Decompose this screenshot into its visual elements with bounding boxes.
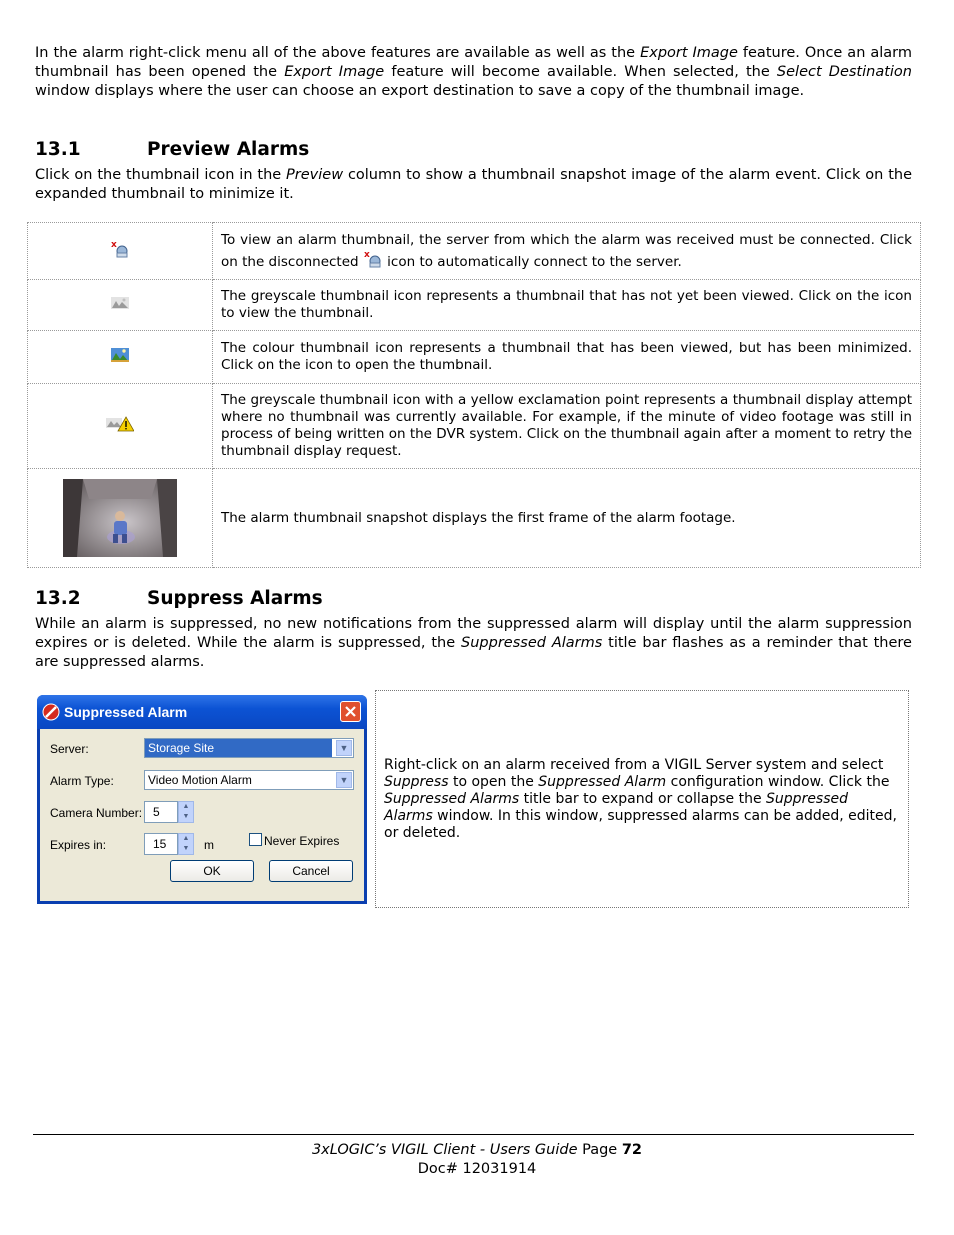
camera-number-input[interactable]: 5 bbox=[144, 801, 178, 823]
server-select[interactable]: Storage Site ▼ bbox=[144, 738, 354, 758]
table-row bbox=[28, 223, 921, 280]
dialog-title-bar bbox=[37, 695, 367, 729]
disconnected-server-icon bbox=[110, 239, 130, 259]
alarm-type-select[interactable]: Video Motion Alarm ▼ bbox=[144, 770, 354, 790]
table-row bbox=[28, 280, 921, 331]
alarm-snapshot-image bbox=[63, 479, 177, 557]
table-cell-text: The greyscale thumbnail icon represents a thumbnail that has not yet been viewed. Click on the icon to view the thumbnail. bbox=[213, 280, 921, 331]
never-expires-checkbox[interactable] bbox=[249, 833, 262, 846]
section-heading-preview-alarms: 13.1 Preview Alarms bbox=[35, 139, 310, 160]
close-button[interactable] bbox=[340, 701, 361, 722]
suppressed-alarm-dialog bbox=[37, 695, 367, 904]
table-cell-icon bbox=[28, 384, 213, 469]
table-cell-text: To view an alarm thumbnail, the server from which the alarm was received must be connected. Click on the disconnected x icon to automatically connect to the server. bbox=[213, 223, 921, 280]
section-heading-suppress-alarms: 13.2 Suppress Alarms bbox=[35, 588, 323, 609]
camera-number-stepper[interactable]: ▲ ▼ bbox=[178, 801, 194, 823]
disconnected-server-icon bbox=[363, 249, 383, 269]
chevron-down-icon[interactable]: ▼ bbox=[336, 772, 352, 788]
svg-text:x: x bbox=[111, 239, 117, 250]
footer-doc-number: Doc# 12031914 bbox=[417, 1161, 537, 1177]
camera-number-label: Camera Number: bbox=[50, 806, 143, 820]
chevron-down-icon[interactable]: ▼ bbox=[336, 740, 352, 756]
server-label: Server: bbox=[50, 742, 89, 756]
table-cell-text: The alarm thumbnail snapshot displays the first frame of the alarm footage. bbox=[213, 469, 921, 568]
table-row bbox=[28, 384, 921, 469]
suppress-alarms-paragraph: While an alarm is suppressed, no new notifications from the suppressed alarm will display until the alarm suppression expires or is deleted. While the alarm is suppressed, the Suppressed Alarms title bar flashes as a reminder that there are suppressed alarms. bbox=[35, 616, 912, 670]
no-entry-icon bbox=[42, 703, 60, 721]
colour-thumbnail-icon bbox=[111, 348, 129, 362]
never-expires-label: Never Expires bbox=[264, 834, 340, 848]
svg-text:x: x bbox=[363, 249, 370, 260]
suppress-explanation-box bbox=[375, 690, 909, 908]
ok-button[interactable]: OK bbox=[170, 860, 254, 882]
table-cell-text: The colour thumbnail icon represents a thumbnail that has been viewed, but has been minimized. Click on the icon to open the thumbnail. bbox=[213, 331, 921, 384]
page-number: 72 bbox=[621, 1142, 643, 1158]
preview-icons-table bbox=[27, 222, 921, 568]
table-row bbox=[28, 469, 921, 568]
expires-label: Expires in: bbox=[50, 838, 107, 852]
expires-unit: m bbox=[204, 838, 214, 852]
table-cell-text: The greyscale thumbnail icon with a yellow exclamation point represents a thumbnail display attempt where no thumbnail was currently available. For example, if the minute of video footage was still in process of being written on the DVR system. Click on the thumbnail again after a moment to retry the thumbnail display request. bbox=[213, 384, 921, 469]
preview-alarms-paragraph: Click on the thumbnail icon in the Preview column to show a thumbnail snapshot image of the alarm event. Click on the expanded thumbnail to minimize it. bbox=[35, 167, 912, 202]
expires-stepper[interactable]: ▲ ▼ bbox=[178, 833, 194, 855]
footer-divider bbox=[33, 1134, 914, 1135]
expires-input[interactable]: 15 bbox=[144, 833, 178, 855]
table-cell-icon bbox=[28, 280, 213, 331]
table-row bbox=[28, 331, 921, 384]
intro-paragraph: In the alarm right-click menu all of the above features are available as well as the Export Image feature. Once an alarm thumbnail has been opened the Export Image feature will become available. When selected, the Select Destination window displays where the user can choose an export destination to save a copy of the thumbnail image. bbox=[35, 45, 912, 99]
cancel-button[interactable]: Cancel bbox=[269, 860, 353, 882]
table-cell-icon bbox=[28, 469, 213, 568]
table-cell-icon bbox=[28, 223, 213, 280]
footer-title: 3xLOGIC’s VIGIL Client - Users Guide Page 72 bbox=[311, 1142, 643, 1158]
close-icon bbox=[345, 706, 356, 717]
dialog-body bbox=[40, 729, 364, 901]
table-cell-icon bbox=[28, 331, 213, 384]
thumbnail-warning-icon bbox=[106, 416, 134, 432]
greyscale-thumbnail-icon bbox=[111, 297, 129, 309]
suppress-explanation-text: Right-click on an alarm received from a VIGIL Server system and select Suppress to open the Suppressed Alarm configuration window. Click the Suppressed Alarms title bar to expand or collapse the Suppressed Alarms window. In this window, suppressed alarms can be added, edited, or deleted. bbox=[384, 757, 897, 841]
dialog-title: Suppressed Alarm bbox=[64, 704, 188, 720]
alarm-type-label: Alarm Type: bbox=[50, 774, 114, 788]
